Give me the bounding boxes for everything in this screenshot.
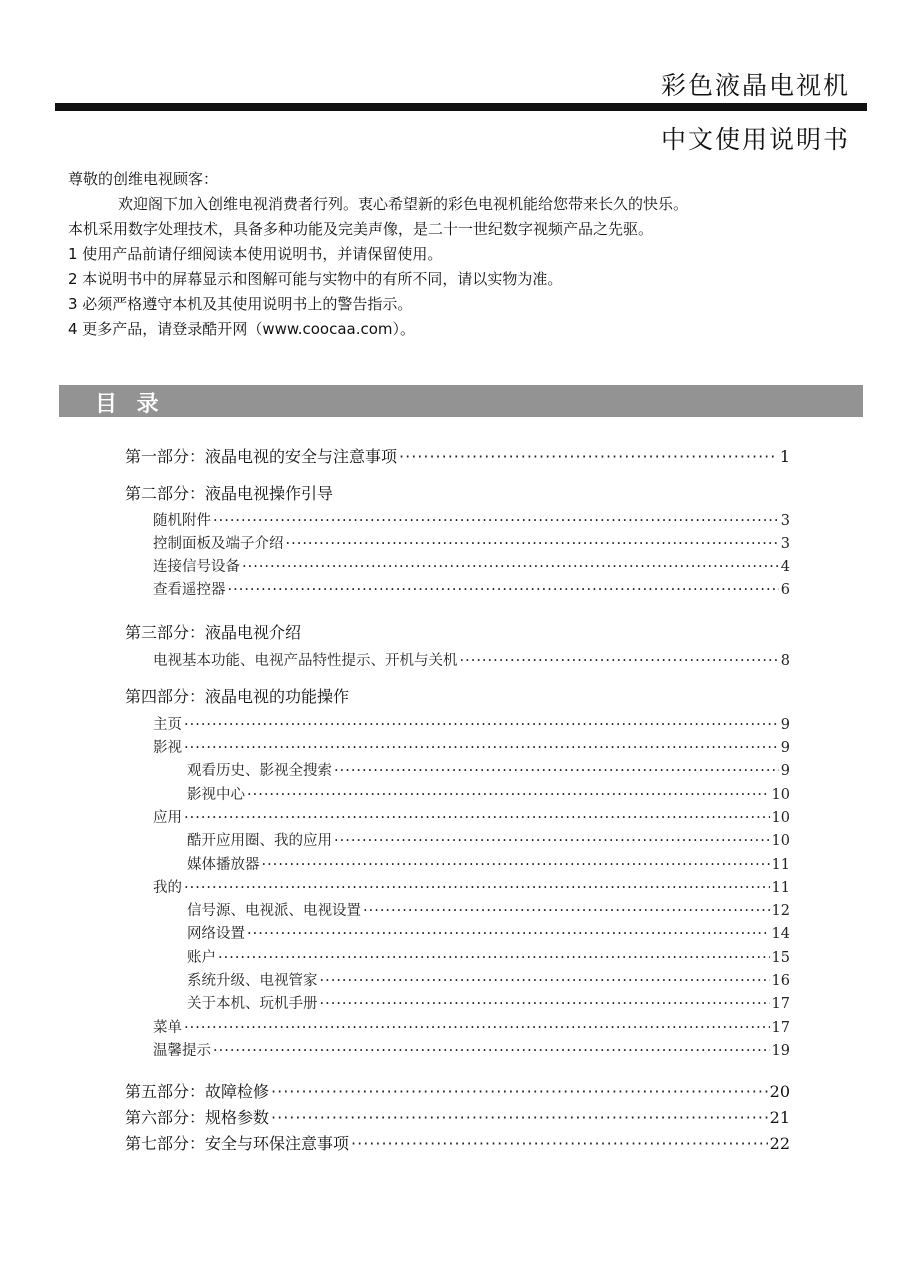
- intro-section: [68, 167, 868, 342]
- toc-entry[interactable]: 应用 ····· 10: [153, 806, 790, 827]
- toc-entry[interactable]: 电视基本功能、电视产品特性提示、开机与关机 ····· 8: [153, 649, 790, 670]
- tech-text: 本机采用数字处理技术，具备多种功能及完美声像，是二十一世纪数字视频产品之先驱。: [68, 220, 654, 238]
- leader-dots: [460, 653, 779, 669]
- leader-dots: [184, 1020, 770, 1036]
- toc-entry[interactable]: 第六部分：规格参数 ····· 21: [125, 1105, 790, 1128]
- toc-entry[interactable]: 影视 ····· 9: [153, 736, 790, 757]
- toc-entry[interactable]: 连接信号设备 ····· 4: [153, 555, 790, 576]
- toc-entry[interactable]: 网络设置 ····· 14: [187, 922, 790, 943]
- toc-entry[interactable]: 第七部分：安全与环保注意事项 ····· 22: [125, 1131, 790, 1154]
- leader-dots: [184, 880, 770, 896]
- leader-dots: [184, 717, 779, 733]
- leader-dots: [184, 810, 770, 826]
- toc-heading: 目 录: [95, 392, 165, 417]
- leader-dots: [320, 973, 770, 989]
- toc-section-heading: 第二部分：液晶电视操作引导: [125, 484, 334, 503]
- leader-dots: [213, 513, 779, 529]
- note-item: 4 更多产品，请登录酷开网（www.coocaa.com）。: [68, 320, 416, 338]
- document-title: 彩色液晶电视机: [660, 71, 850, 100]
- leader-dots: [218, 950, 770, 966]
- toc-section-heading: 第三部分：液晶电视介绍: [125, 623, 302, 642]
- leader-dots: [262, 857, 770, 873]
- leader-dots: [271, 1082, 768, 1101]
- leader-dots: [242, 559, 779, 575]
- leader-dots: [351, 1134, 768, 1153]
- note-item: 1 使用产品前请仔细阅读本使用说明书，并请保留使用。: [68, 245, 443, 263]
- leader-dots: [363, 903, 770, 919]
- note-item: 2 本说明书中的屏幕显示和图解可能与实物中的有所不同，请以实物为准。: [68, 270, 563, 288]
- toc-entry[interactable]: 账户 ····· 15: [187, 946, 790, 967]
- note-item: 3 必须严格遵守本机及其使用说明书上的警告指示。: [68, 295, 413, 313]
- toc-heading-bar: [59, 385, 863, 417]
- leader-dots: [247, 926, 770, 942]
- leader-dots: [184, 740, 779, 756]
- header-rule: [55, 103, 867, 111]
- toc-entry[interactable]: 主页 ····· 9: [153, 713, 790, 734]
- leader-dots: [399, 447, 778, 466]
- welcome-text: 欢迎阁下加入创维电视消费者行列。衷心希望新的彩色电视机能给您带来长久的快乐。: [118, 195, 689, 213]
- toc-entry[interactable]: 温馨提示 ····· 19: [153, 1039, 790, 1060]
- leader-dots: [320, 996, 770, 1012]
- leader-dots: [228, 582, 779, 598]
- toc-entry[interactable]: 酷开应用圈、我的应用 ····· 10: [187, 829, 790, 850]
- toc-entry[interactable]: 系统升级、电视管家 ····· 16: [187, 969, 790, 990]
- toc-entry[interactable]: 我的 ····· 11: [153, 876, 790, 897]
- leader-dots: [271, 1108, 768, 1127]
- toc-section-heading: 第四部分：液晶电视的功能操作: [125, 687, 350, 706]
- leader-dots: [286, 536, 779, 552]
- toc-entry[interactable]: 影视中心 ····· 10: [187, 783, 790, 804]
- toc-entry[interactable]: 控制面板及端子介绍 ····· 3: [153, 532, 790, 553]
- leader-dots: [213, 1043, 770, 1059]
- leader-dots: [334, 763, 779, 779]
- toc-entry[interactable]: 媒体播放器 ····· 11: [187, 853, 790, 874]
- toc-entry[interactable]: 观看历史、影视全搜索 ····· 9: [187, 759, 790, 780]
- toc-entry[interactable]: 第五部分：故障检修 ····· 20: [125, 1079, 790, 1102]
- toc-entry[interactable]: 随机附件 ····· 3: [153, 509, 790, 530]
- document-subtitle: 中文使用说明书: [660, 125, 850, 154]
- toc-entry[interactable]: 信号源、电视派、电视设置 ····· 12: [187, 899, 790, 920]
- greeting: 尊敬的创维电视顾客：: [68, 170, 219, 188]
- toc-entry[interactable]: 查看遥控器 ····· 6: [153, 578, 790, 599]
- leader-dots: [334, 833, 770, 849]
- toc-entry[interactable]: 第一部分：液晶电视的安全与注意事项 ····· 1: [125, 444, 790, 467]
- toc-entry[interactable]: 关于本机、玩机手册 ····· 17: [187, 992, 790, 1013]
- leader-dots: [247, 787, 770, 803]
- toc-entry[interactable]: 菜单 ····· 17: [153, 1016, 790, 1037]
